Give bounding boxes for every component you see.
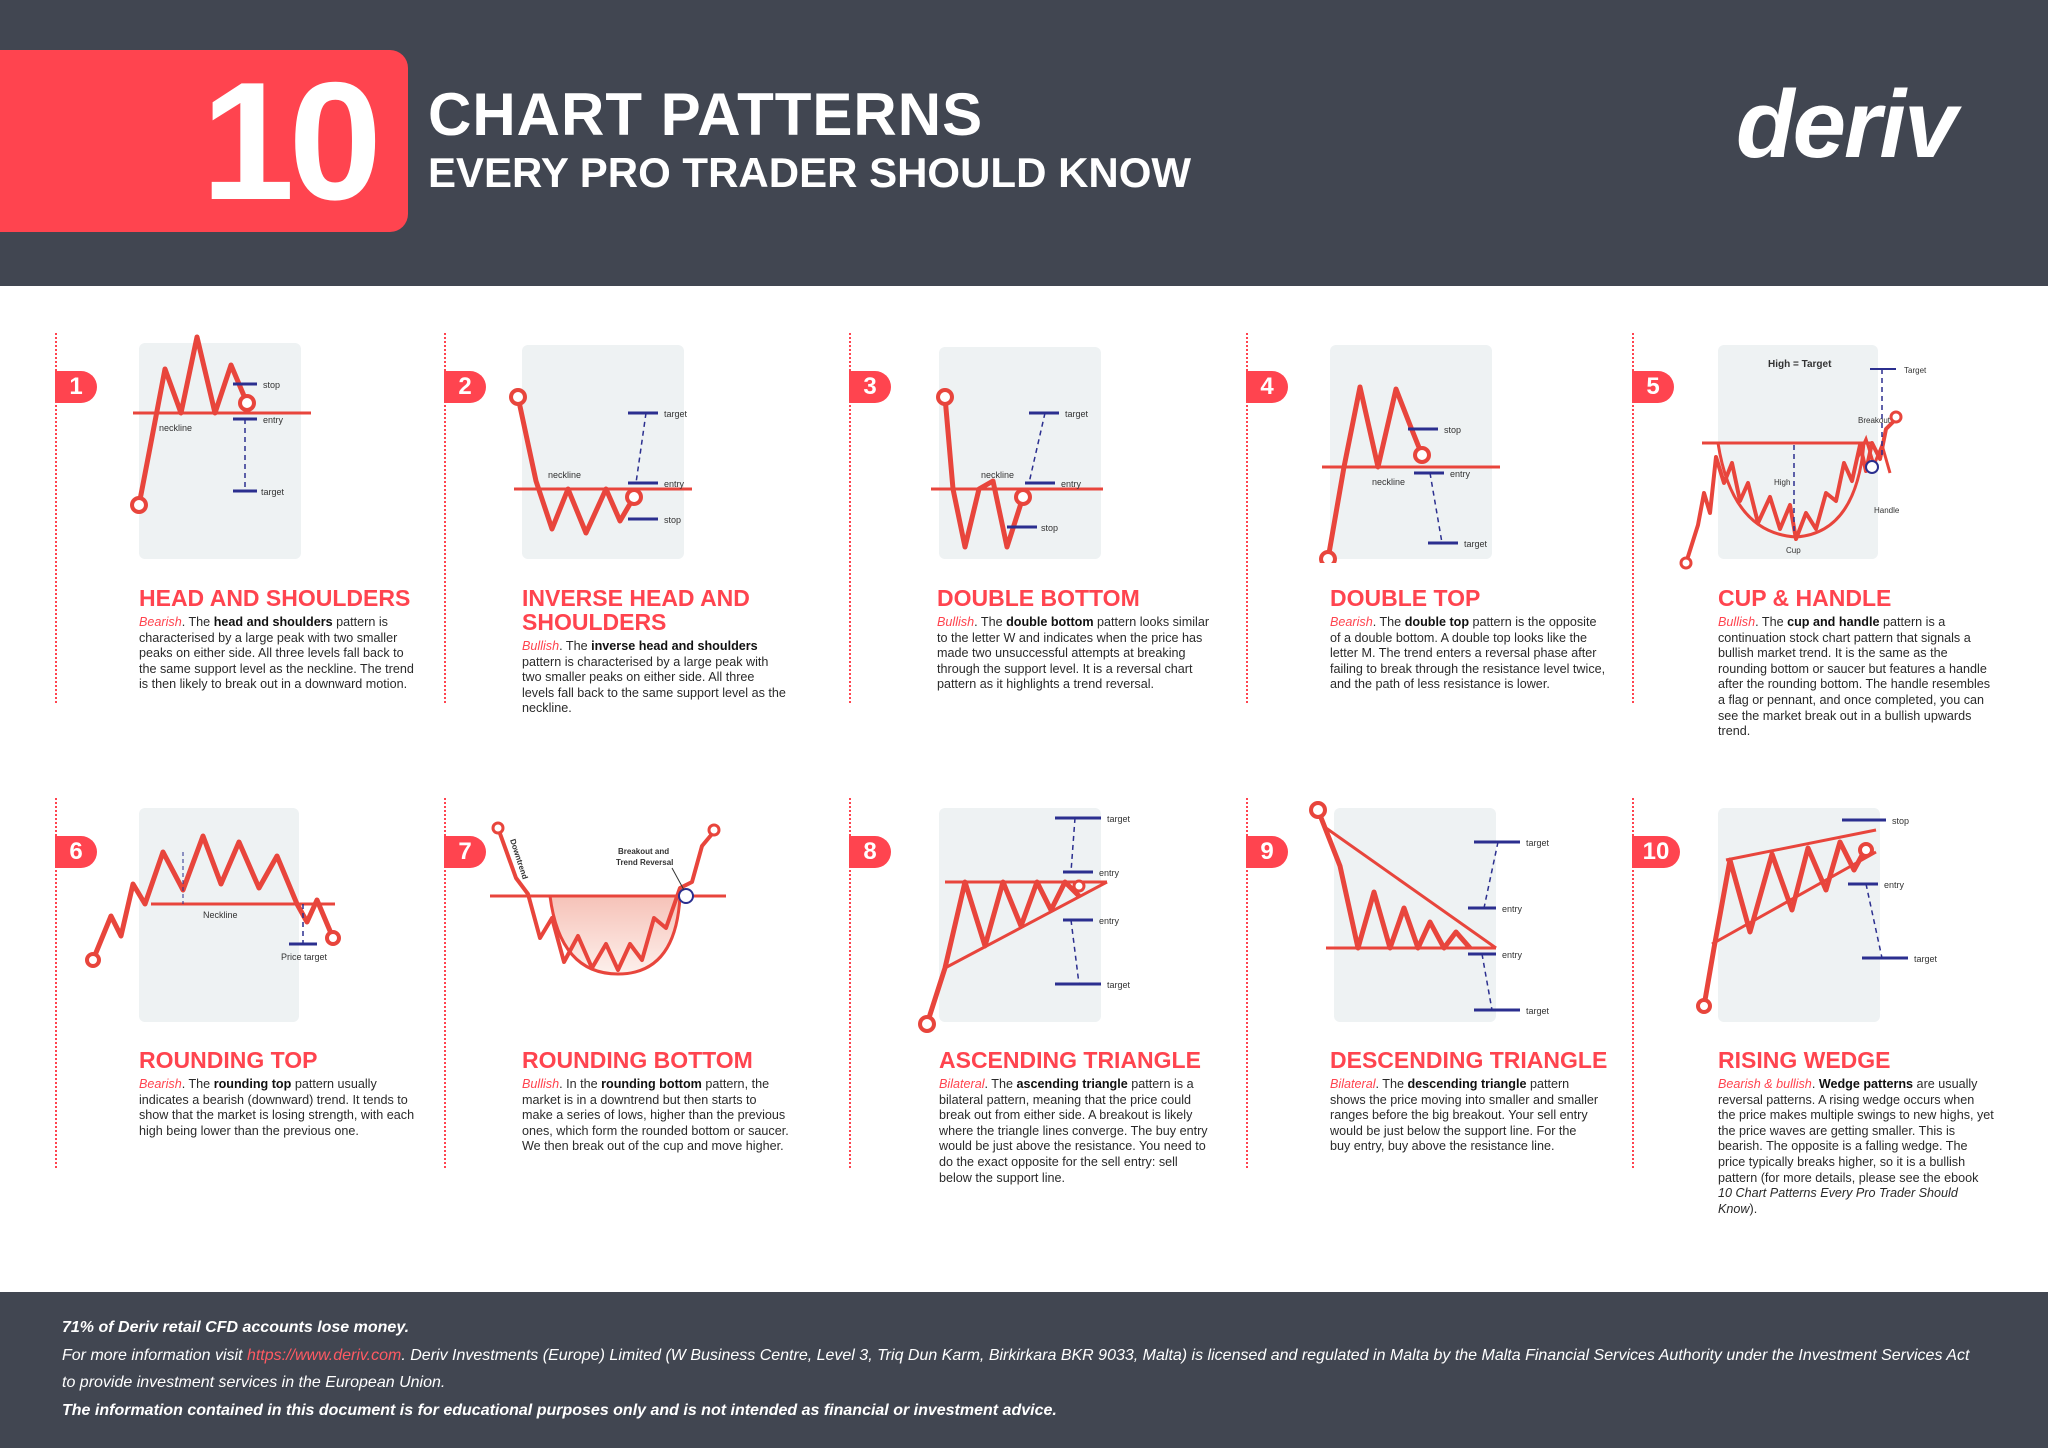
end-marker [1891, 412, 1901, 422]
lower-target-label: target [1526, 1006, 1550, 1016]
pattern-title: RISING WEDGE [1718, 1047, 1891, 1073]
stop-label: stop [263, 380, 281, 390]
pattern-number: 10 [1632, 836, 1680, 868]
end-marker [709, 825, 719, 835]
handle-label: Handle [1874, 506, 1900, 515]
buy-entry-label: entry [1099, 868, 1120, 878]
buy-entry-label: entry [1502, 904, 1523, 914]
entry-label: entry [1061, 479, 1082, 489]
breakout-label-line1: Breakout and [618, 847, 670, 856]
rounding-top-diagram [85, 798, 385, 1028]
rounding-bottom-diagram [490, 798, 790, 1028]
entry-marker [1860, 844, 1872, 856]
pattern-title: CUP & HANDLE [1718, 585, 1892, 611]
pattern-title: ROUNDING BOTTOM [522, 1047, 753, 1073]
double-top-diagram [1314, 333, 1604, 563]
upper-target-label: target [1107, 814, 1131, 824]
pattern-description: Bullish. In the rounding bottom pattern, the market is in a downtrend but then starts to make a series of lows, higher than the previous ones, which form the rounded bottom or saucer. We then break out of the cup and move higher. [522, 1077, 789, 1154]
pattern-number: 8 [849, 836, 891, 868]
start-marker [493, 823, 503, 833]
diagram-panel [1718, 345, 1878, 559]
start-marker [511, 390, 525, 404]
pattern-description: Bilateral. The descending triangle pattern shows the price moving into smaller and smaller ranges before the big breakout. Your sell entry would be just below the support line. For the buy entry, buy above the resistance line. [1330, 1077, 1599, 1154]
entry-label: entry [1450, 469, 1471, 479]
pattern-card-5 [1632, 333, 2002, 739]
pattern-bias: Bearish [139, 1077, 182, 1091]
breakout-label-line2: Trend Reversal [616, 858, 674, 867]
double-bottom-diagram [917, 333, 1207, 563]
pattern-card-10 [1632, 798, 2002, 1218]
pattern-bias: Bullish [937, 615, 975, 629]
pattern-bias: Bearish [139, 615, 182, 629]
pattern-description: Bearish. The rounding top pattern usually indicates a bearish (downward) trend. It tends to show that the market is losing strength, with each high being lower than the previous one. [139, 1077, 415, 1138]
pattern-bias: Bullish [522, 639, 560, 653]
entry-marker [627, 490, 641, 504]
pattern-card-1 [55, 333, 415, 703]
breakout-pointer [672, 868, 684, 890]
pattern-description: Bullish. The double bottom pattern looks similar to the letter W and indicates when the price has made two unsuccessful attempts at breaking through the support level. It is a reversal chart pattern as it highlights a trend reversal. [937, 615, 1210, 692]
pattern-title: ASCENDING TRIANGLE [939, 1047, 1201, 1073]
downtrend-label: Downtrend [508, 837, 530, 881]
target-label: target [664, 409, 688, 419]
start-marker [920, 1017, 934, 1031]
start-marker [1311, 803, 1325, 817]
deriv-website-link[interactable]: https://www.deriv.com [246, 1346, 402, 1364]
pattern-bias: Bilateral [939, 1077, 985, 1091]
regulatory-info: For more information visit https://www.deriv.com. Deriv Investments (Europe) Limited (W Business Centre, Level 3, Triq Dun Karm, Birkirkara BKR 9033, Malta) is licensed and regulated in Malta by the Malta Financial Services Authority under the Investment Services Act to provide investment services in the European Union. [62, 1346, 1970, 1391]
pattern-bias: Bearish & bullish [1718, 1077, 1812, 1091]
neckline-label: neckline [548, 470, 582, 480]
pattern-title: DOUBLE TOP [1330, 585, 1481, 611]
pattern-description: Bullish. The inverse head and shoulders pattern is characterised by a large peak with two smaller peaks on either side. All three levels fall back to the same support level as the neckline. [522, 639, 786, 716]
ascending-triangle-diagram [913, 798, 1213, 1038]
sell-entry-label: entry [1502, 950, 1523, 960]
pattern-number: 4 [1246, 371, 1288, 403]
neckline-label: Neckline [203, 910, 238, 920]
diagram-panel [1718, 808, 1880, 1022]
pattern-card-6 [55, 798, 425, 1168]
pattern-card-3 [849, 333, 1219, 703]
start-marker [132, 498, 146, 512]
pattern-card-2 [444, 333, 804, 716]
pattern-bias: Bearish [1330, 615, 1373, 629]
target-label: target [1065, 409, 1089, 419]
sell-entry-label: entry [1099, 916, 1120, 926]
pattern-bias: Bullish [1718, 615, 1756, 629]
price-target-label: Price target [281, 952, 328, 962]
deriv-logo: deriv [1736, 71, 1956, 178]
pattern-card-7 [444, 798, 814, 1168]
pattern-title: INVERSE HEAD AND SHOULDERS [522, 585, 750, 635]
entry-label: entry [1884, 880, 1905, 890]
pattern-description: Bearish. The double top pattern is the opposite of a double bottom. A double top looks like the letter M. The trend enters a reversal phase after failing to break through the resistance level twice, and the path of less resistance is lower. [1330, 615, 1606, 692]
pattern-number: 2 [444, 371, 486, 403]
pattern-title: ROUNDING TOP [139, 1047, 318, 1073]
target-label: Target [1904, 366, 1927, 375]
end-marker [327, 932, 339, 944]
descending-triangle-diagram [1306, 798, 1606, 1038]
start-marker [1681, 558, 1691, 568]
start-marker [1321, 552, 1335, 563]
pattern-card-8 [849, 798, 1219, 1185]
cup-label: Cup [1786, 546, 1801, 555]
diagram-panel [522, 345, 684, 559]
pattern-number: 9 [1246, 836, 1288, 868]
page-title: CHART PATTERNS [428, 81, 984, 148]
diagram-panel [1330, 345, 1492, 559]
big-number: 10 [201, 47, 376, 235]
page-subtitle: EVERY PRO TRADER SHOULD KNOW [428, 149, 1192, 196]
entry-marker [1415, 448, 1429, 462]
stop-label: stop [1041, 523, 1059, 533]
target-label: target [261, 487, 285, 497]
pattern-bias: Bullish [522, 1077, 560, 1091]
target-label: target [1464, 539, 1488, 549]
pattern-card-9 [1246, 798, 1616, 1168]
entry-label: entry [664, 479, 685, 489]
lower-target-label: target [1107, 980, 1131, 990]
pattern-number: 6 [55, 836, 97, 868]
high-label: High [1774, 478, 1791, 487]
entry-label: entry [263, 415, 284, 425]
pattern-title: DESCENDING TRIANGLE [1330, 1047, 1608, 1073]
diagram-panel [939, 808, 1101, 1022]
inverse-head-and-shoulders-diagram [506, 333, 796, 563]
entry-marker [1074, 881, 1084, 891]
pattern-number: 7 [444, 836, 486, 868]
stop-label: stop [1444, 425, 1462, 435]
breakout-label: Breakout [1858, 416, 1891, 425]
pattern-title: DOUBLE BOTTOM [937, 585, 1140, 611]
pattern-description: Bilateral. The ascending triangle pattern is a bilateral pattern, meaning that the price could break out from either side. A breakout is likely where the triangle lines converge. The buy entry would be just above the resistance. You need to do the exact opposite for the sell entry: sell below the support line. [939, 1077, 1208, 1185]
stop-label: stop [1892, 816, 1910, 826]
breakout-marker [1866, 461, 1878, 473]
rising-wedge-diagram [1696, 798, 1996, 1038]
pattern-number: 3 [849, 371, 891, 403]
target-label: target [1914, 954, 1938, 964]
breakout-marker [679, 889, 693, 903]
neckline-label: neckline [981, 470, 1015, 480]
pattern-bias: Bilateral [1330, 1077, 1376, 1091]
start-marker [938, 390, 952, 404]
neckline-label: neckline [159, 423, 193, 433]
start-marker [87, 954, 99, 966]
entry-marker [240, 396, 254, 410]
header-banner [0, 0, 2048, 286]
high-target-label: High = Target [1768, 359, 1832, 370]
pattern-card-4 [1246, 333, 1616, 703]
entry-marker [1016, 490, 1030, 504]
risk-warning: 71% of Deriv retail CFD accounts lose money. [62, 1319, 410, 1336]
neckline-label: neckline [1372, 477, 1406, 487]
pattern-description: Bearish & bullish. Wedge patterns are usually reversal patterns. A rising wedge occurs when the price makes multiple swings to new highs, yet the price waves are getting smaller. This is bearish. The opposite is a falling wedge. The price typically breaks higher, so it is a bullish pattern (for more details, please see the ebook 10 Chart Patterns Every Pro Trader Should Know). [1718, 1077, 1994, 1216]
start-marker [1698, 1000, 1710, 1012]
pattern-description: Bearish. The head and shoulders pattern is characterised by a large peak with two smaller peaks on either side. All three levels fall back to the same support level as the neckline. The trend is then likely to break out in a downward motion. [139, 615, 414, 692]
pattern-description: Bullish. The cup and handle pattern is a continuation stock chart pattern that signals a bullish market trend. It is the same as the rounding bottom or saucer but features a handle after the rounding bottom. The handle resembles a flag or pennant, and once completed, you can see the market break out in a bullish upwards trend. [1718, 615, 1991, 739]
stop-label: stop [664, 515, 682, 525]
cup-and-handle-diagram [1676, 333, 1976, 573]
head-and-shoulders-diagram [125, 333, 415, 563]
pattern-title: HEAD AND SHOULDERS [139, 585, 411, 611]
pattern-number: 1 [55, 371, 97, 403]
upper-target-label: target [1526, 838, 1550, 848]
number-badge [0, 47, 408, 235]
pattern-number: 5 [1632, 371, 1674, 403]
educational-disclaimer: The information contained in this document is for educational purposes only and is not intended as financial or investment advice. [62, 1401, 1057, 1419]
diagram-panel [1334, 808, 1496, 1022]
footer-disclaimer [0, 1292, 2048, 1448]
